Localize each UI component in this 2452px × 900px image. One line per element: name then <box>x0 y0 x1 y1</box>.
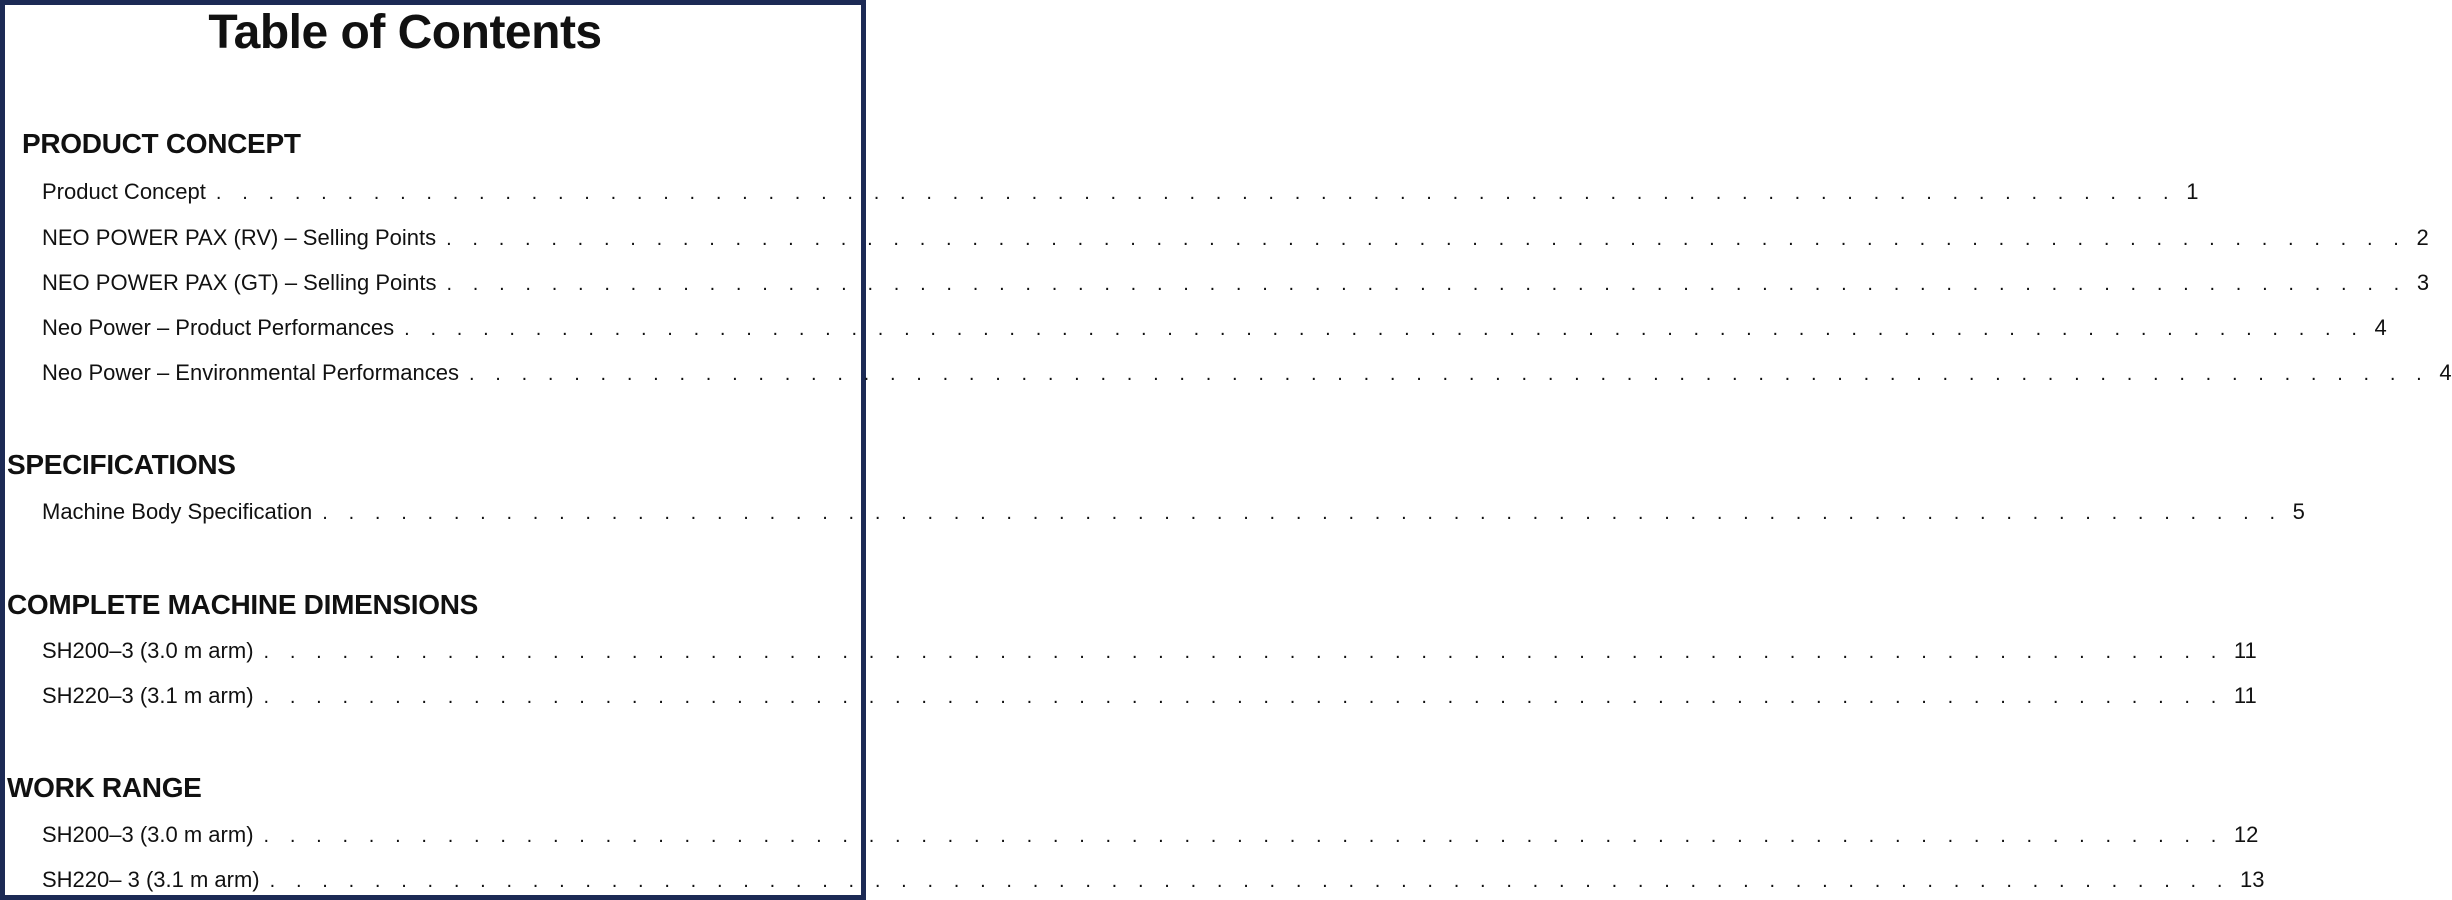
leader-dots: . . . . . . . . . . . . . . . . . . . . . . . . . . . . . . . . . . . . . . . . . . . . . . . . . . . . . . . . . . . . . . . . . . . . . . . . . . . <box>263 825 2224 847</box>
toc-entry-page: 12 <box>2233 822 2259 847</box>
leader-dots: . . . . . . . . . . . . . . . . . . . . . . . . . . . . . . . . . . . . . . . . . . . . . . . . . . . . . . . . . . . . . . . . . . . . . . . . . . . <box>468 363 2430 385</box>
section-heading-work-range: WORK RANGE <box>7 772 202 803</box>
toc-entry[interactable] <box>42 313 2387 343</box>
toc-entry-title: NEO POWER PAX (RV) – Selling Points <box>42 225 437 250</box>
toc-entry-title: NEO POWER PAX (GT) – Selling Points <box>42 270 437 295</box>
leader-dots: . . . . . . . . . . . . . . . . . . . . . . . . . . . . . . . . . . . . . . . . . . . . . . . . . . . . . . . . . . . . . . . . . . . . . . . . . . . <box>322 502 2283 524</box>
toc-entry-title: Product Concept <box>42 179 206 204</box>
section-heading-product-concept: PRODUCT CONCEPT <box>22 128 301 159</box>
toc-entry-title: Machine Body Specification <box>42 499 313 524</box>
leader-dots: . . . . . . . . . . . . . . . . . . . . . . . . . . . . . . . . . . . . . . . . . . . . . . . . . . . . . . . . . . . . . . . . . . . . . . . . . . . <box>215 182 2177 204</box>
toc-entry[interactable] <box>42 820 2259 850</box>
toc-entry-title: SH200–3 (3.0 m arm) <box>42 822 254 847</box>
toc-entry[interactable] <box>42 223 2429 253</box>
leader-dots: . . . . . . . . . . . . . . . . . . . . . . . . . . . . . . . . . . . . . . . . . . . . . . . . . . . . . . . . . . . . . . . . . . . . . . . . . . . <box>446 228 2407 250</box>
toc-entry-title: Neo Power – Product Performances <box>42 315 395 340</box>
toc-entry[interactable] <box>42 681 2257 711</box>
toc-entry-title: Neo Power – Environmental Performances <box>42 360 459 385</box>
section-heading-specifications: SPECIFICATIONS <box>7 449 236 480</box>
toc-entry-page: 2 <box>2416 225 2429 250</box>
toc-entry-title: SH220–3 (3.1 m arm) <box>42 683 254 708</box>
toc-entry-page: 4 <box>2439 360 2452 385</box>
toc-entry[interactable] <box>42 865 2265 895</box>
toc-entry-page: 1 <box>2186 179 2199 204</box>
toc-entry-page: 13 <box>2239 867 2265 892</box>
toc-entry[interactable] <box>42 177 2199 207</box>
leader-dots: . . . . . . . . . . . . . . . . . . . . . . . . . . . . . . . . . . . . . . . . . . . . . . . . . . . . . . . . . . . . . . . . . . . . . . . . . . . <box>269 870 2230 892</box>
toc-entry[interactable] <box>42 497 2305 527</box>
toc-entry-page: 3 <box>2416 270 2430 295</box>
toc-entry-title: SH200–3 (3.0 m arm) <box>42 638 254 663</box>
toc-entry-page: 11 <box>2233 638 2257 663</box>
toc-entry-page: 4 <box>2374 315 2387 340</box>
leader-dots: . . . . . . . . . . . . . . . . . . . . . . . . . . . . . . . . . . . . . . . . . . . . . . . . . . . . . . . . . . . . . . . . . . . . . . . . . . . <box>263 641 2224 663</box>
section-heading-machine-dimensions: COMPLETE MACHINE DIMENSIONS <box>7 589 479 620</box>
toc-entry-page: 5 <box>2292 499 2305 524</box>
toc-entry-title: SH220– 3 (3.1 m arm) <box>42 867 260 892</box>
leader-dots: . . . . . . . . . . . . . . . . . . . . . . . . . . . . . . . . . . . . . . . . . . . . . . . . . . . . . . . . . . . . . . . . . . . . . . . . . . . <box>446 273 2407 295</box>
toc-entry[interactable] <box>42 268 2430 298</box>
leader-dots: . . . . . . . . . . . . . . . . . . . . . . . . . . . . . . . . . . . . . . . . . . . . . . . . . . . . . . . . . . . . . . . . . . . . . . . . . . . <box>263 686 2224 708</box>
toc-entry[interactable] <box>42 636 2257 666</box>
toc-entry[interactable] <box>42 358 2452 388</box>
toc-entry-page: 11 <box>2233 683 2257 708</box>
leader-dots: . . . . . . . . . . . . . . . . . . . . . . . . . . . . . . . . . . . . . . . . . . . . . . . . . . . . . . . . . . . . . . . . . . . . . . . . . . . <box>404 318 2365 340</box>
page-title: Table of Contents <box>208 6 602 59</box>
